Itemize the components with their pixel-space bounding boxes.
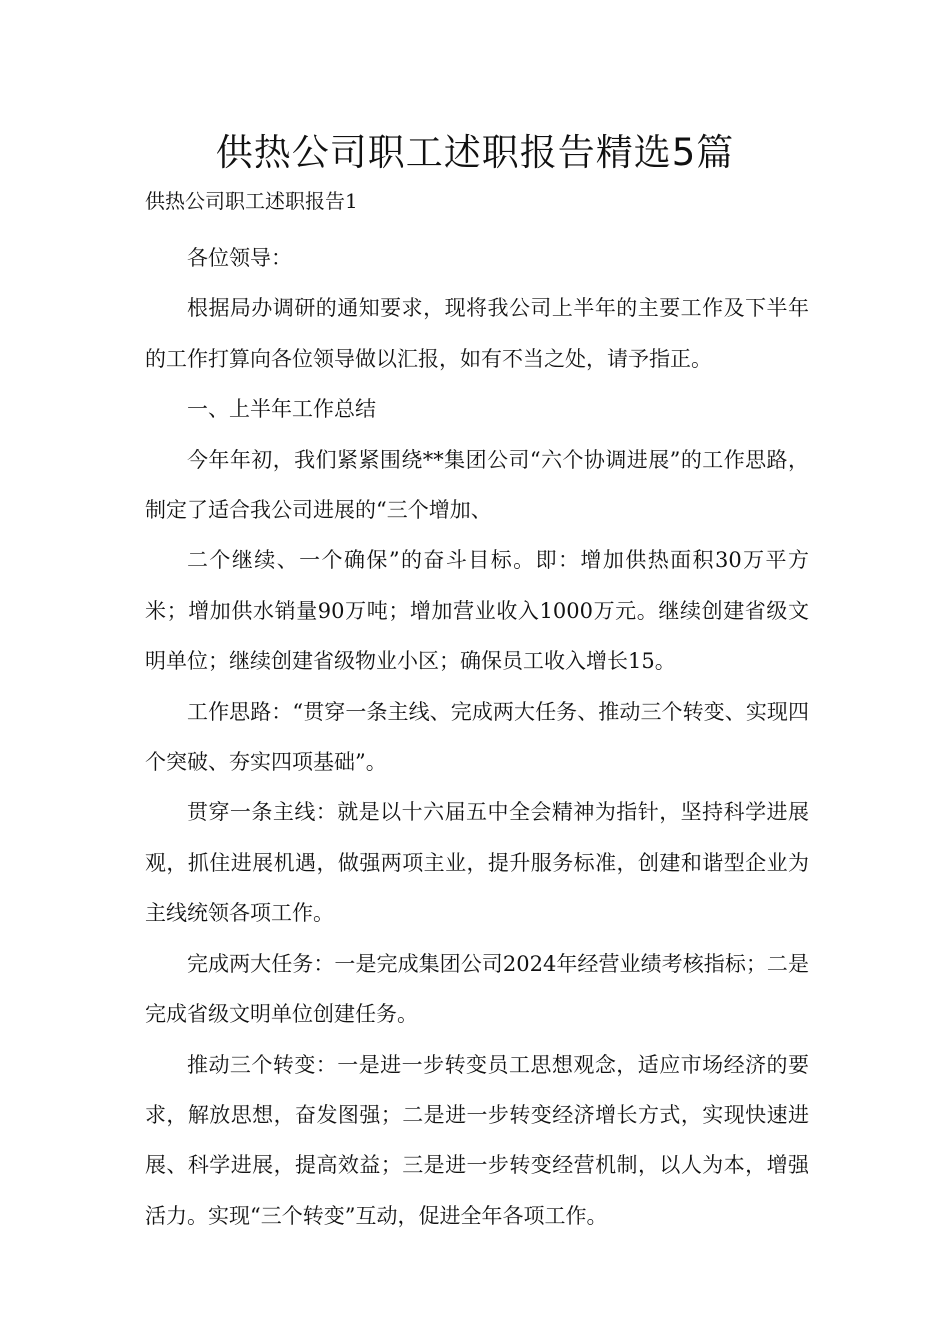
paragraph-greeting: 各位领导： [187, 246, 292, 270]
paragraph: 二个继续、一个确保”的奋斗目标。即：增加供热面积30万平方米；增加供水销量90万吨；增加营业收入1000万元。继续创建省级文明单位；继续创建省级物业小区；确保员工收入增长15。 [145, 548, 809, 674]
section-heading: 一、上半年工作总结 [187, 397, 376, 422]
document-body [145, 233, 809, 1241]
paragraph: 贯穿一条主线：就是以十六届五中全会精神为指针，坚持科学进展观，抓住进展机遇，做强两项主业，提升服务标准，创建和谐型企业为主线统领各项工作。 [145, 800, 809, 926]
section-subtitle: 供热公司职工述职报告1 [145, 189, 358, 213]
paragraph: 工作思路：“贯穿一条主线、完成两大任务、推动三个转变、实现四个突破、夯实四项基础”。 [145, 699, 809, 775]
paragraph: 今年年初，我们紧紧围绕**集团公司“六个协调进展”的工作思路，制定了适合我公司进展的“三个增加、 [145, 447, 809, 523]
paragraph-intro: 根据局办调研的通知要求，现将我公司上半年的主要工作及下半年的工作打算向各位领导做以汇报，如有不当之处，请予指正。 [145, 296, 809, 371]
paragraph: 完成两大任务：一是完成集团公司2024年经营业绩考核指标；二是完成省级文明单位创建任务。 [145, 951, 809, 1027]
paragraph: 推动三个转变：一是进一步转变员工思想观念，适应市场经济的要求，解放思想，奋发图强；二是进一步转变经济增长方式，实现快速进展、科学进展，提高效益；三是进一步转变经营机制，以人为本，增强活力。实现“三个转变”互动，促进全年各项工作。 [145, 1052, 809, 1228]
document-title: 供热公司职工述职报告精选5篇 [215, 131, 735, 174]
